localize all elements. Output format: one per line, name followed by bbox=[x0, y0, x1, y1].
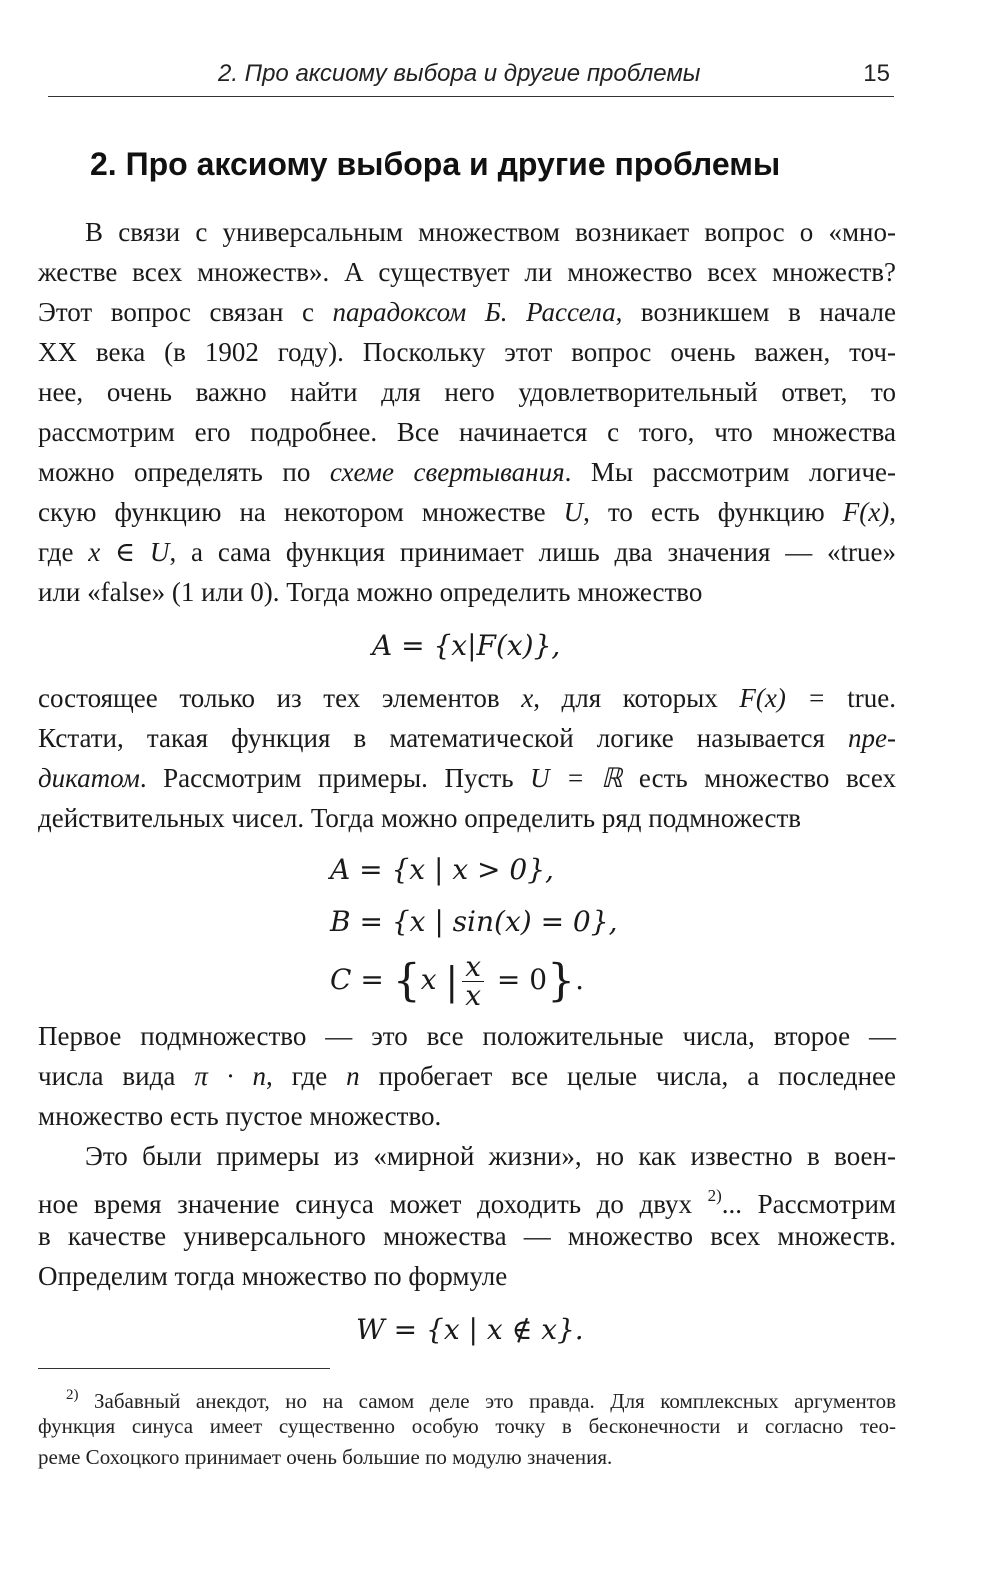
footnote-line: $^{2)}$ Забавный анекдот, но на самом деле это правда. Для комплексных аргументов bbox=[66, 1387, 896, 1413]
footnote-reference[interactable]: 2) bbox=[707, 1186, 722, 1205]
paragraph-line: жестве всех множеств». А существует ли множество всех множеств? bbox=[38, 257, 896, 287]
paragraph-line: в качестве универсального множества — множество всех множеств. bbox=[38, 1221, 896, 1251]
paragraph-line: множество есть пустое множество. bbox=[38, 1101, 442, 1131]
paragraph-line: числа вида π · n, где n пробегает все целые числа, а последнее bbox=[38, 1061, 897, 1091]
formula-b: B = {x | sin(x) = 0}, bbox=[330, 905, 618, 938]
paragraph-line: В связи с универсальным множеством возникает вопрос о «мно- bbox=[85, 217, 896, 247]
paragraph-line: можно определять по схеме свертывания. Мы рассмотрим логиче- bbox=[38, 457, 896, 487]
paragraph-line: нее, очень важно найти для него удовлетворительный ответ, то bbox=[38, 377, 896, 407]
paragraph-line: где x ∈ U, а сама функция принимает лишь два значения — «true» bbox=[38, 537, 897, 567]
russell-paradox-term: парадоксом Б. Рассела bbox=[332, 297, 616, 327]
predicate-term: пре- bbox=[848, 723, 896, 753]
fraction: $\frac{x}{x}$ bbox=[462, 953, 484, 1010]
comprehension-scheme-term: схеме свертывания bbox=[329, 457, 565, 487]
paragraph-line: Кстати, такая функция в математической логике называется пре- bbox=[38, 723, 896, 753]
footnote-line: реме Сохоцкого принимает очень большие по модулю значения. bbox=[38, 1445, 613, 1469]
paragraph-line: Определим тогда множество по формуле bbox=[38, 1261, 508, 1291]
formula-a: A = {x | x > 0}, bbox=[330, 853, 554, 886]
paragraph-line: действительных чисел. Тогда можно определить ряд подмножеств bbox=[38, 803, 802, 833]
running-header bbox=[48, 58, 894, 97]
footnote-marker: 2) bbox=[66, 1387, 79, 1403]
running-header-title: 2. Про аксиому выбора и другие проблемы bbox=[218, 60, 701, 87]
paragraph-line: скую функцию на некотором множестве U, то есть функцию F(x), bbox=[38, 497, 897, 527]
footnote-divider bbox=[38, 1368, 330, 1369]
paragraph-line: XX века (в 1902 году). Поскольку этот вопрос очень важен, точ- bbox=[38, 337, 896, 367]
page-number: 15 bbox=[863, 60, 890, 87]
paragraph-line: Это были примеры из «мирной жизни», но как известно в воен- bbox=[85, 1141, 896, 1171]
paragraph-line: дикатом. Рассмотрим примеры. Пусть U = ℝ есть множество всех bbox=[38, 763, 897, 793]
paragraph-line: Первое подмножество — это все положительные числа, второе — bbox=[38, 1021, 896, 1051]
paragraph-line: состоящее только из тех элементов x, для которых F(x) = true. bbox=[38, 683, 896, 713]
paragraph-line: Этот вопрос связан с парадоксом Б. Рассела, возникшем в начале bbox=[38, 297, 896, 327]
formula-c: C = {x | $\frac{x}{x}$ = 0}. bbox=[330, 950, 585, 1012]
formula-w: W = {x | x ∉ x}. bbox=[356, 1313, 584, 1346]
footnote-line: функция синуса имеет существенно особую точку в бесконечности и согласно тео- bbox=[38, 1414, 896, 1438]
paragraph-line: или «false» (1 или 0). Тогда можно определить множество bbox=[38, 577, 703, 607]
paragraph-line: ное время значение синуса может доходить до двух $^{2)}$... Рассмотрим bbox=[38, 1186, 896, 1219]
paragraph-line: рассмотрим его подробнее. Все начинается с того, что множества bbox=[38, 417, 896, 447]
section-title: 2. Про аксиому выбора и другие проблемы bbox=[90, 146, 781, 182]
formula-set-a-definition: A = {x|F(x)}, bbox=[372, 629, 561, 662]
